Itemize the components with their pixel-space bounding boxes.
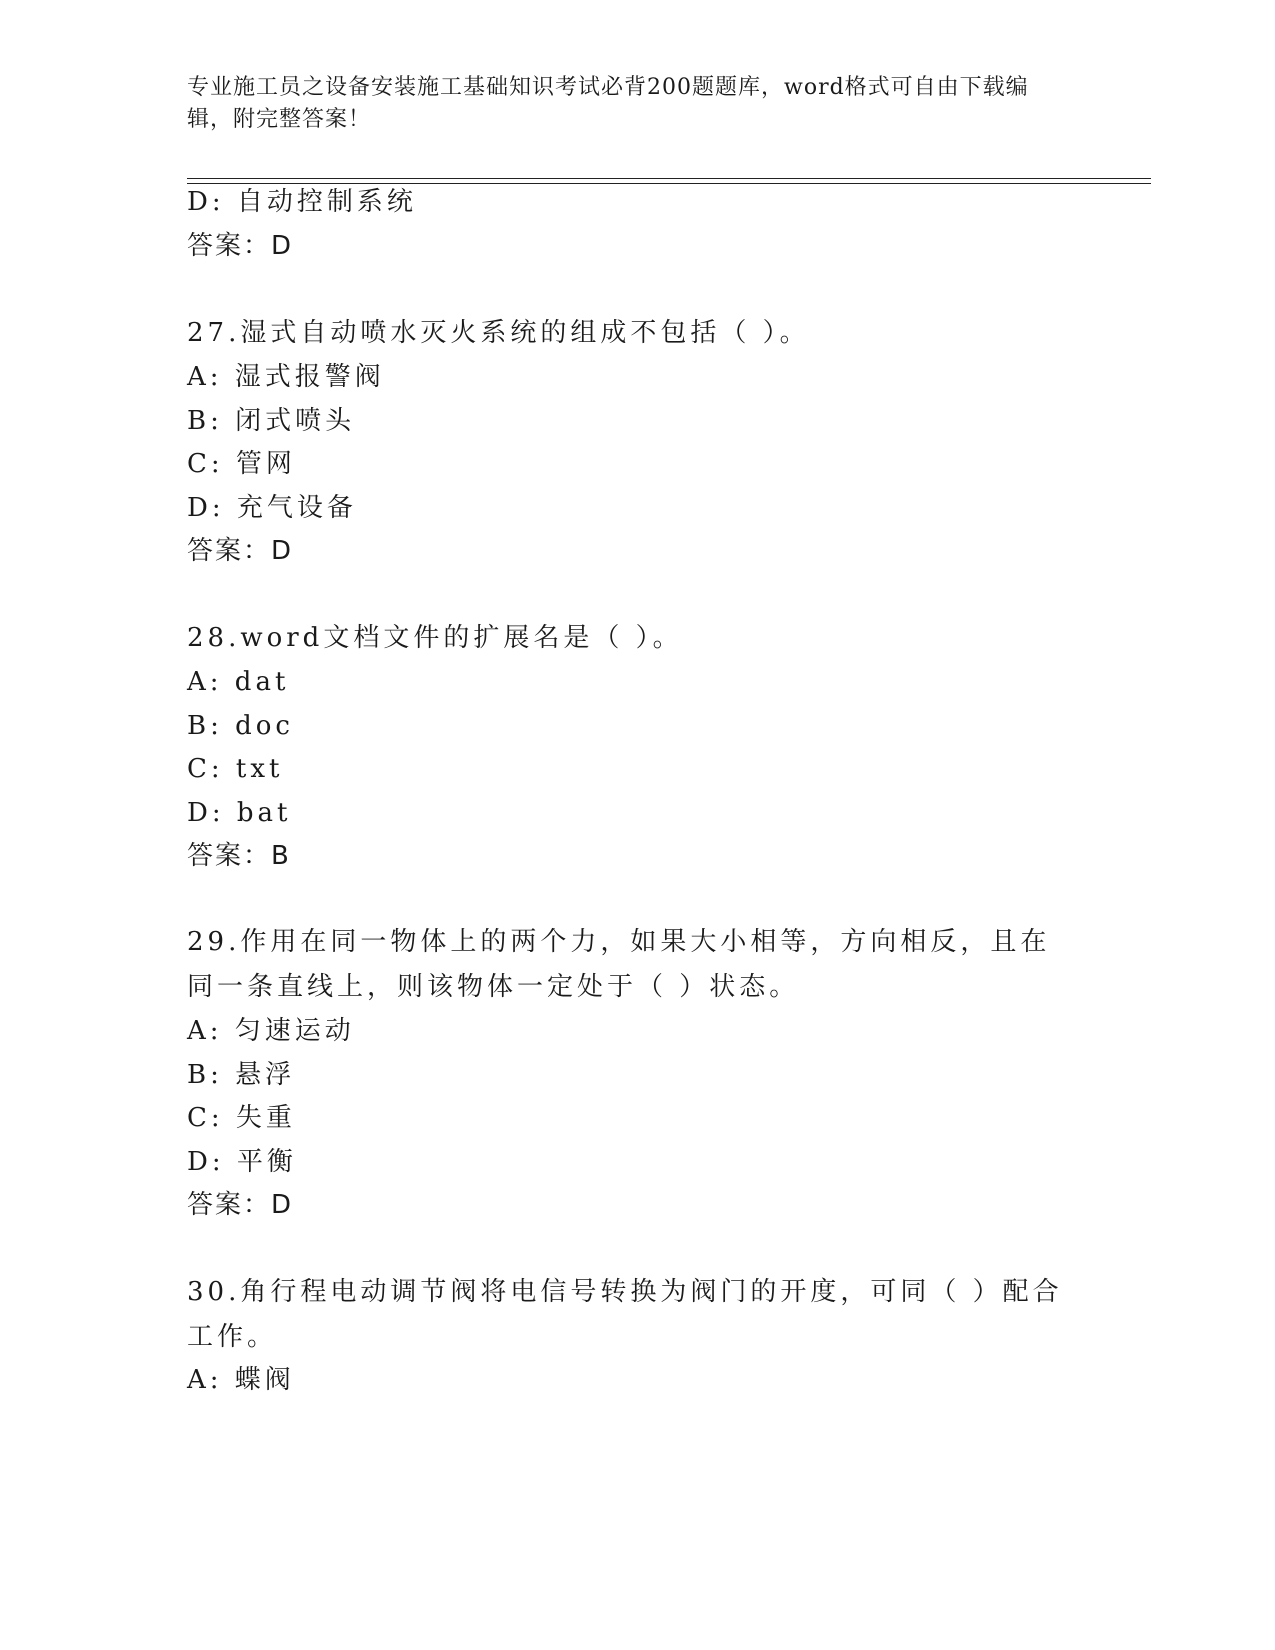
document-header: 专业施工员之设备安装施工基础知识考试必背200题题库，word格式可自由下载编辑，附完整答案！ — [187, 75, 1029, 132]
q27-answer: 答案：D — [187, 536, 294, 566]
q29-answer: 答案：D — [187, 1190, 294, 1220]
prev-option-d: D: 自动控制系统 — [187, 187, 417, 217]
q28-option-b: B: doc — [187, 711, 294, 741]
q28-option-d: D: bat — [187, 798, 292, 828]
q29-option-b: B: 悬浮 — [187, 1060, 296, 1090]
q29-option-a: A: 匀速运动 — [187, 1016, 355, 1046]
q28-answer: 答案：B — [187, 841, 291, 871]
q27-option-a: A: 湿式报警阀 — [187, 362, 385, 392]
q27-question: 27.湿式自动喷水灭火系统的组成不包括（ ）。 — [187, 318, 810, 348]
q29-question: 29.作用在同一物体上的两个力，如果大小相等，方向相反，且在同一条直线上，则该物体一定处于（ ）状态。 — [187, 927, 1051, 1002]
q27-option-c: C: 管网 — [187, 449, 296, 479]
prev-answer: 答案：D — [187, 231, 294, 261]
q28-question: 28.word文档文件的扩展名是（ ）。 — [187, 623, 683, 653]
q30-option-a: A: 蝶阀 — [187, 1365, 295, 1395]
q30-question: 30.角行程电动调节阀将电信号转换为阀门的开度，可同（ ）配合工作。 — [187, 1277, 1063, 1352]
q27-option-b: B: 闭式喷头 — [187, 406, 356, 436]
q28-option-a: A: dat — [187, 667, 290, 697]
q29-option-d: D: 平衡 — [187, 1147, 297, 1177]
q28-option-c: C: txt — [187, 754, 284, 784]
header-divider-top — [187, 178, 1151, 179]
q29-option-c: C: 失重 — [187, 1103, 296, 1133]
q27-option-d: D: 充气设备 — [187, 493, 357, 523]
